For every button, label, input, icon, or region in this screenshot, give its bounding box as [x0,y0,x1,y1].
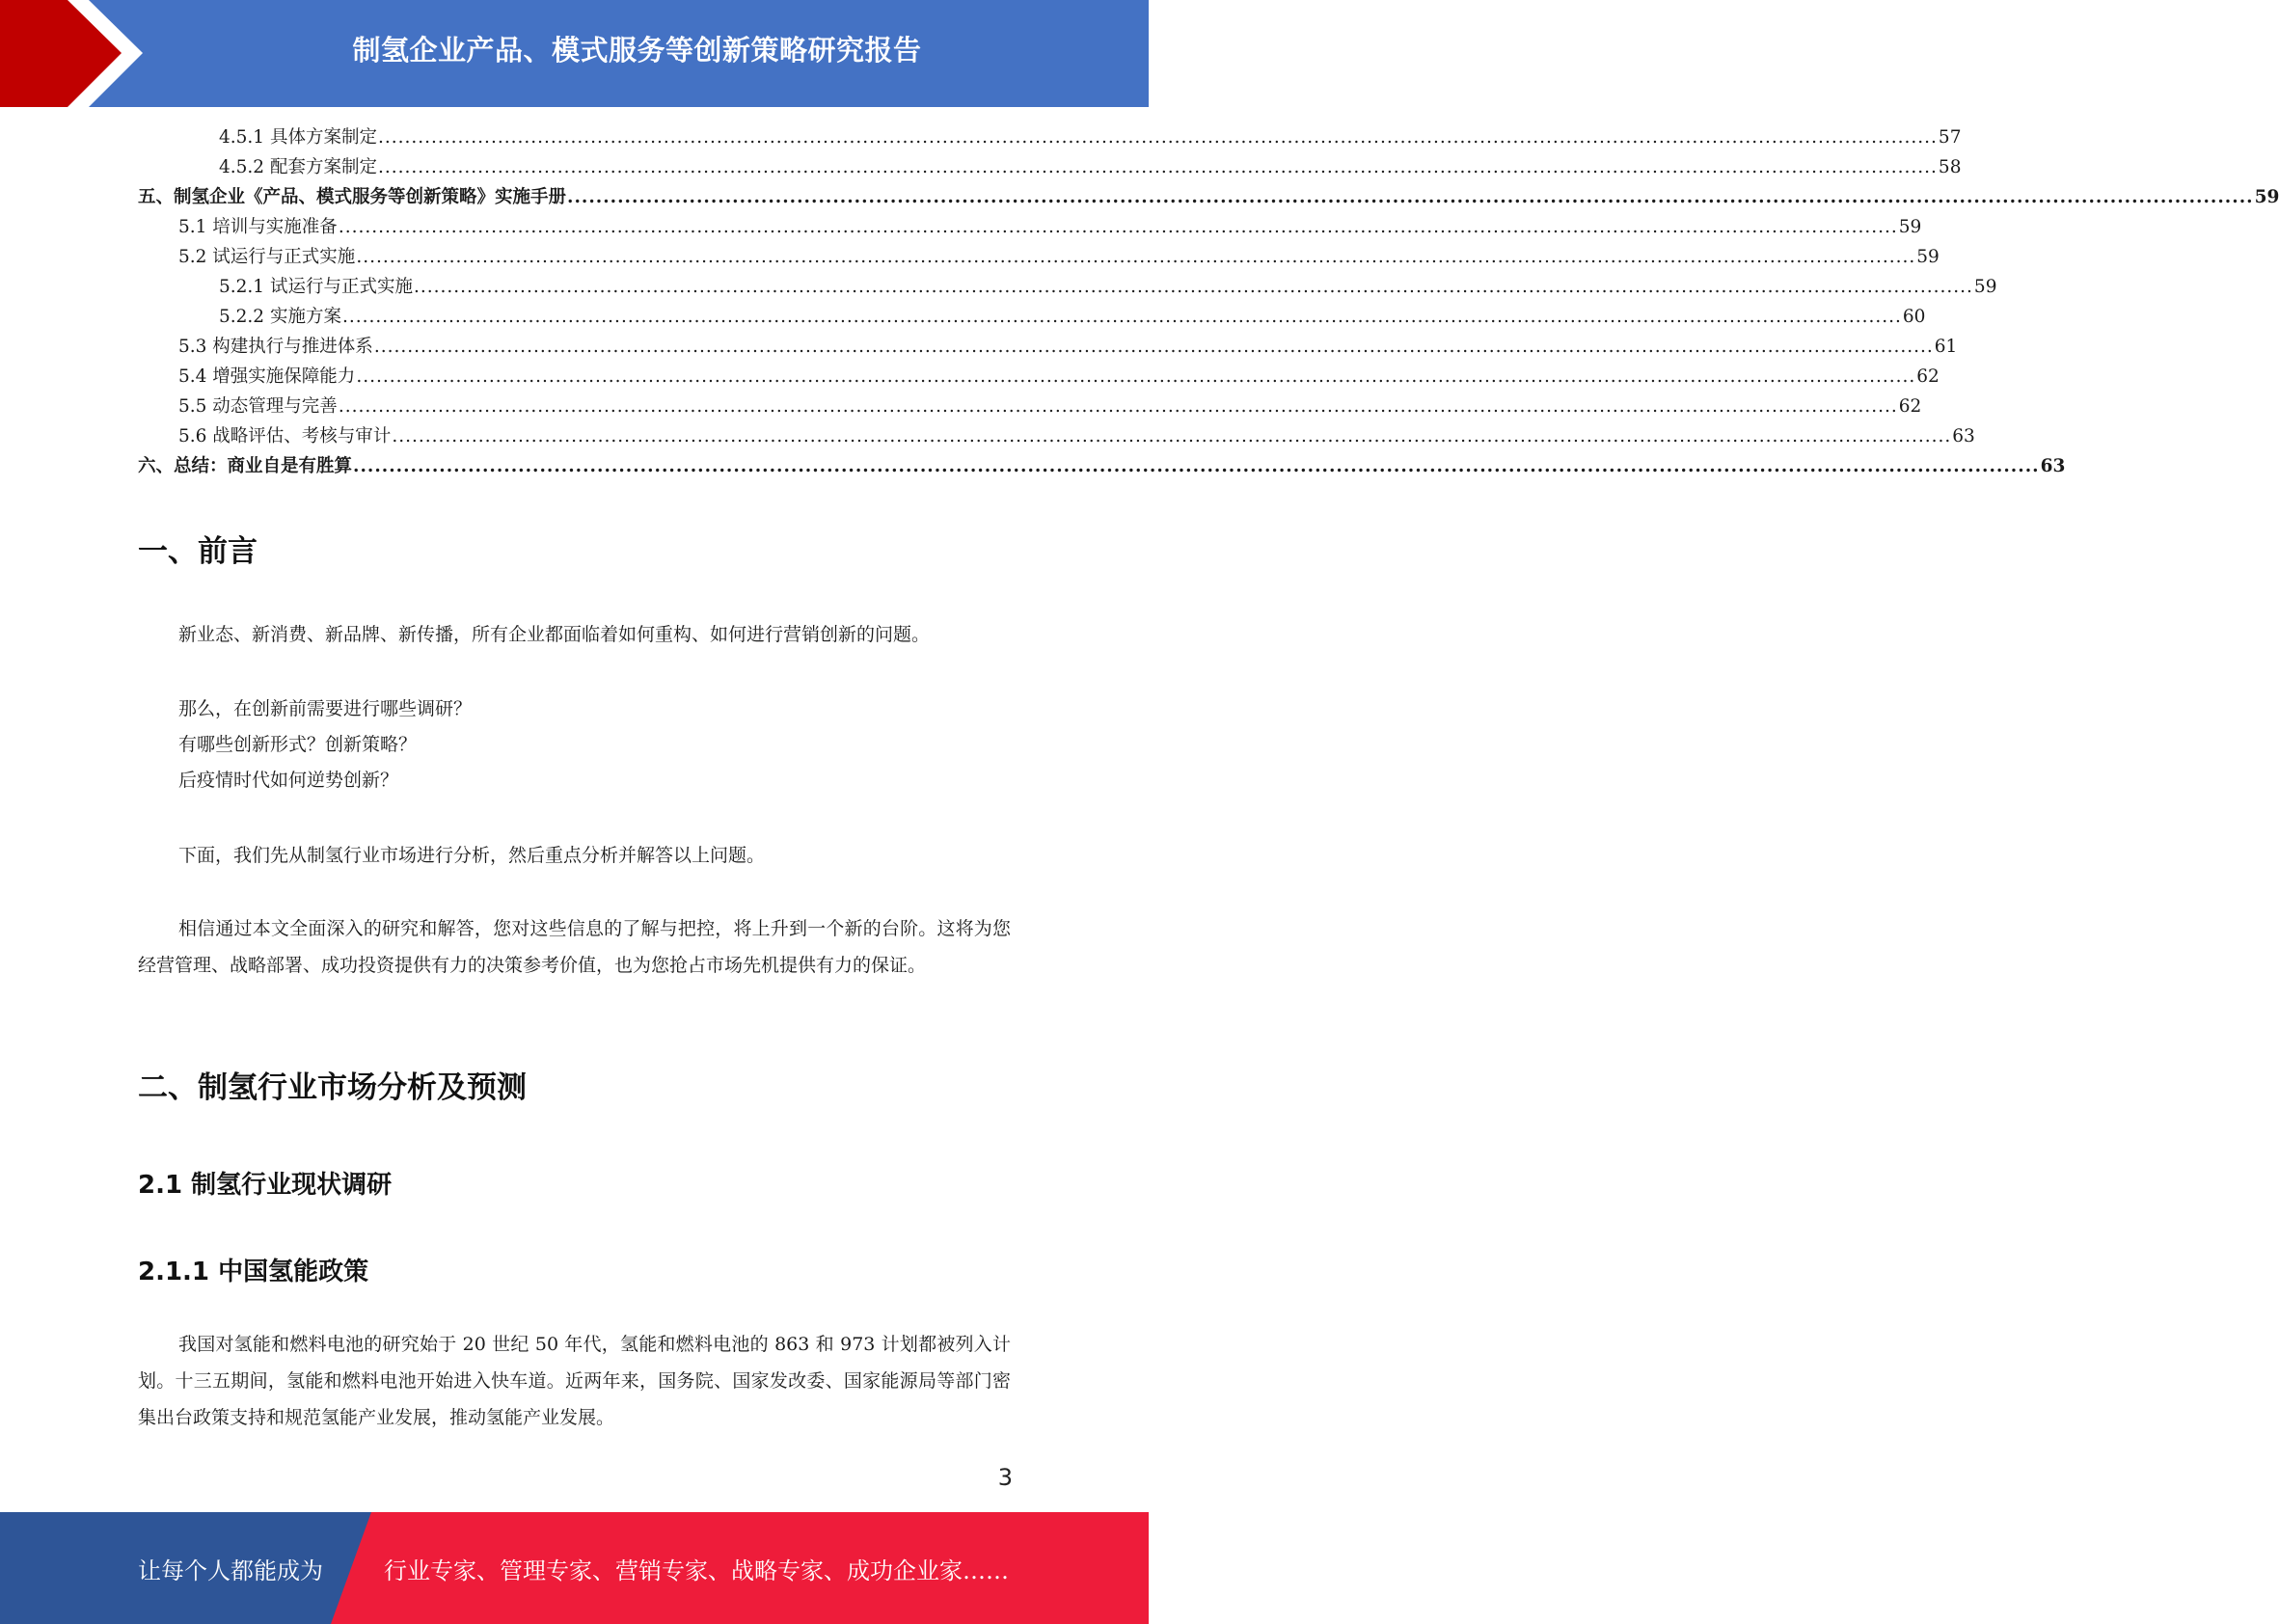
toc-page-number: 61 [1934,337,1958,357]
toc-dot-leader: ........................................................................................................................................................................................................................................... [377,157,1938,177]
subsubsection-heading: 2.1.1 中国氢能政策 [138,1258,369,1286]
toc-dot-leader: ........................................................................................................................................................................................................................................... [353,456,2040,476]
toc-dot-leader: ........................................................................................................................................................................................................................................... [373,337,1934,357]
preface-question: 后疫情时代如何逆势创新？ [178,770,399,791]
toc-entry[interactable] [178,421,1975,451]
preface-question: 有哪些创新形式？创新策略？ [178,734,418,755]
toc-entry-text: 5.2.1 试运行与正式实施 [219,277,413,297]
toc-page-number: 63 [1952,426,1975,447]
footer-slogan-right: 行业专家、管理专家、营销专家、战略专家、成功企业家…… [384,1556,1009,1584]
toc-page-number: 58 [1938,157,1962,177]
toc-entry-text: 5.6 战略评估、考核与审计 [178,426,392,447]
toc-dot-leader: ........................................................................................................................................................................................................................................... [392,426,1952,447]
toc-page-number: 59 [2254,187,2279,207]
toc-entry-text: 5.2.2 实施方案 [219,307,341,327]
toc-page-number: 57 [1938,127,1962,148]
toc-dot-leader: ........................................................................................................................................................................................................................................... [413,277,1973,297]
toc-dot-leader: ........................................................................................................................................................................................................................................... [567,187,2254,207]
toc-entry[interactable] [219,272,1997,302]
toc-entry[interactable] [178,242,1940,272]
toc-entry[interactable] [138,451,2066,481]
toc-entry-text: 5.3 构建执行与推进体系 [178,337,373,357]
toc-entry[interactable] [178,212,1922,242]
toc-entry-text: 4.5.1 具体方案制定 [219,127,377,148]
toc-page-number: 59 [1973,277,1997,297]
toc-page-number: 59 [1898,217,1922,237]
page-number: 3 [997,1464,1013,1491]
toc-dot-leader: ........................................................................................................................................................................................................................................... [356,366,1916,387]
preface-question: 那么，在创新前需要进行哪些调研？ [178,698,473,719]
toc-entry-text: 4.5.2 配套方案制定 [219,157,377,177]
toc-entry[interactable] [178,332,1958,362]
toc-entry-text: 六、总结：商业自是有胜算 [138,456,353,476]
market-analysis-heading: 二、制氢行业市场分析及预测 [138,1070,527,1105]
toc-page-number: 60 [1902,307,1926,327]
toc-entry-text: 5.4 增强实施保障能力 [178,366,356,387]
toc-dot-leader: ........................................................................................................................................................................................................................................... [356,247,1916,267]
red-chevron-icon [0,0,154,107]
toc-page-number: 62 [1916,366,1940,387]
toc-entry-text: 五、制氢企业《产品、模式服务等创新策略》实施手册 [138,187,567,207]
toc-page-number: 63 [2040,456,2066,476]
toc-dot-leader: ........................................................................................................................................................................................................................................... [377,127,1938,148]
subsection-heading: 2.1 制氢行业现状调研 [138,1171,393,1200]
toc-entry-text: 5.5 动态管理与完善 [178,396,338,417]
toc-entry[interactable] [178,362,1940,392]
toc-entry[interactable] [178,392,1922,421]
page-header [0,0,1149,107]
toc-dot-leader: ........................................................................................................................................................................................................................................... [338,217,1898,237]
toc-entry[interactable] [219,122,1962,152]
preface-paragraph: 相信通过本文全面深入的研究和解答，您对这些信息的了解与把控，将上升到一个新的台阶。这将为您经营管理、战略部署、成功投资提供有力的决策参考价值，也为您抢占市场先机提供有力的保证。 [138,918,1011,976]
preface-paragraph: 新业态、新消费、新品牌、新传播，所有企业都面临着如何重构、如何进行营销创新的问题。 [178,624,931,645]
toc-entry[interactable] [219,152,1962,182]
toc-entry[interactable] [138,182,2279,212]
toc-entry-text: 5.1 培训与实施准备 [178,217,338,237]
preface-paragraph: 下面，我们先从制氢行业市场进行分析，然后重点分析并解答以上问题。 [178,845,766,866]
toc-entry[interactable] [219,302,1926,332]
preface-heading: 一、前言 [138,534,258,569]
toc-dot-leader: ........................................................................................................................................................................................................................................... [341,307,1902,327]
toc-dot-leader: ........................................................................................................................................................................................................................................... [338,396,1898,417]
footer-slogan-left: 让每个人都能成为 [138,1556,323,1584]
report-title: 制氢企业产品、模式服务等创新策略研究报告 [352,33,922,67]
toc-page-number: 59 [1916,247,1940,267]
policy-paragraph: 我国对氢能和燃料电池的研究始于 20 世纪 50 年代，氢能和燃料电池的 863 和 973 计划都被列入计划。十三五期间，氢能和燃料电池开始进入快车道。近两年来，国务院、国家发改委、国家能源局等部门密集出台政策支持和规范氢能产业发展，推动氢能产业发展。 [138,1334,1011,1428]
toc-entry-text: 5.2 试运行与正式实施 [178,247,356,267]
page-footer [0,1512,1149,1624]
toc-page-number: 62 [1898,396,1922,417]
